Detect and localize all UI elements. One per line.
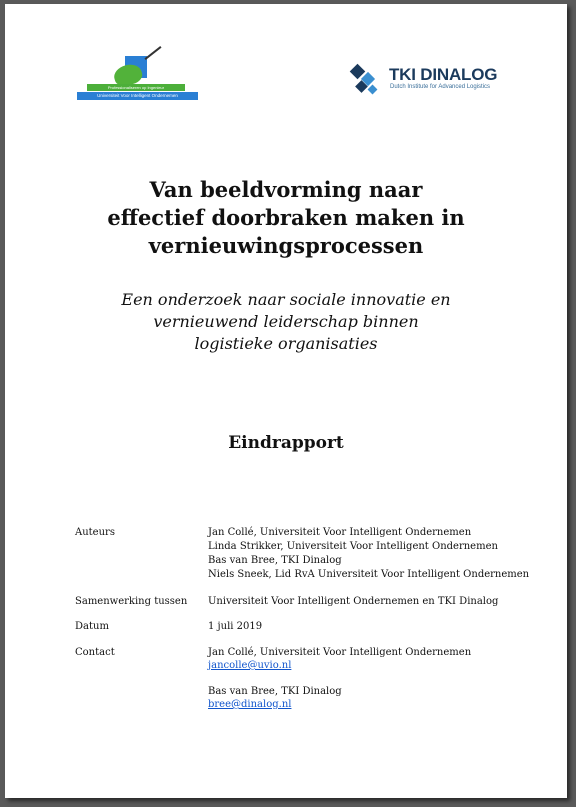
tki-subtitle: Dutch Institute for Advanced Logistics <box>390 84 491 90</box>
contact-email-link[interactable]: bree@dinalog.nl <box>208 699 292 710</box>
logo-tagline: Professionaliseren op Ingenieur <box>87 84 185 91</box>
author-item: Bas van Bree, TKI Dinalog <box>208 555 342 566</box>
title-line: vernieuwingsprocessen <box>148 233 424 258</box>
dinalog-diamond-icon <box>347 62 383 98</box>
report-type: Eindrapport <box>228 433 344 453</box>
date-label: Datum <box>75 621 109 632</box>
date-value: 1 juli 2019 <box>208 621 263 632</box>
report-title <box>5 176 567 260</box>
author-item: Jan Collé, Universiteit Voor Intelligent Ondernemen <box>208 527 472 538</box>
collab-label: Samenwerking tussen <box>75 596 188 607</box>
contact-name: Jan Collé, Universiteit Voor Intelligent Ondernemen <box>208 647 472 658</box>
subtitle-line: vernieuwend leiderschap binnen <box>153 312 419 331</box>
author-item: Niels Sneek, Lid RvA Universiteit Voor Intelligent Ondernemen <box>208 569 530 580</box>
collab-value: Universiteit Voor Intelligent Ondernemen en TKI Dinalog <box>208 596 499 607</box>
contact-email-link[interactable]: jancolle@uvio.nl <box>208 660 292 671</box>
subtitle-line: Een onderzoek naar sociale innovatie en <box>121 290 451 309</box>
contact-label: Contact <box>75 647 115 658</box>
logo-pen-icon <box>145 46 162 60</box>
document-page <box>5 4 567 798</box>
subtitle-line: logistieke organisaties <box>194 334 378 353</box>
authors-label: Auteurs <box>75 527 115 538</box>
report-subtitle <box>5 289 567 355</box>
author-item: Linda Strikker, Universiteit Voor Intelligent Ondernemen <box>208 541 498 552</box>
contact-name: Bas van Bree, TKI Dinalog <box>208 686 342 697</box>
title-line: Van beeldvorming naar <box>149 177 423 202</box>
tki-dinalog-logo <box>347 62 507 98</box>
tki-name: TKI DINALOG <box>389 65 498 84</box>
logo-name: Universiteit Voor Intelligent Ondernemen <box>77 92 198 100</box>
title-line: effectief doorbraken maken in <box>107 205 465 230</box>
uvio-logo <box>77 44 201 106</box>
